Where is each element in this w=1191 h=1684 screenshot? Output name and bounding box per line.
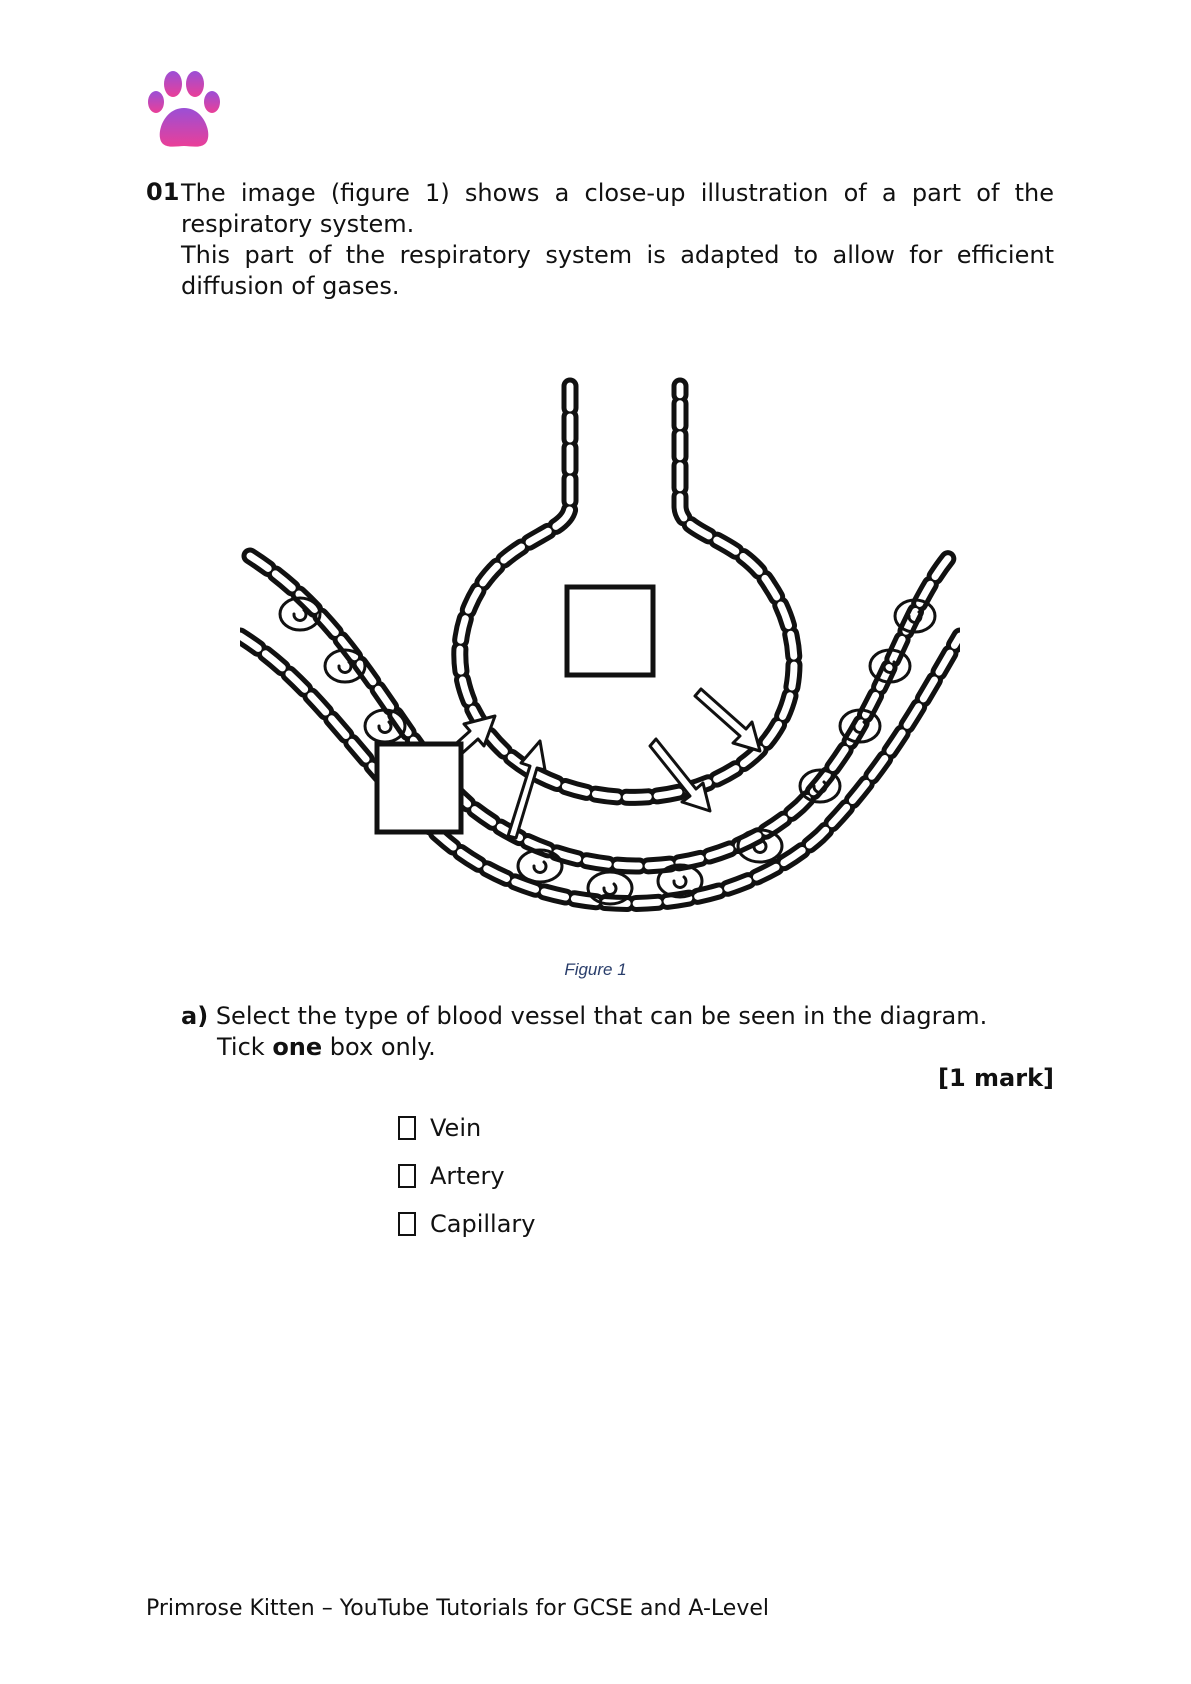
question-number: 01 xyxy=(146,178,180,206)
alveolus-capillary-diagram xyxy=(240,366,960,936)
figure-caption: Figure 1 xyxy=(564,960,627,979)
part-a-instruction xyxy=(217,1032,1054,1063)
paw-print-logo-icon xyxy=(146,70,222,152)
option-label-capillary: Capillary xyxy=(430,1210,536,1238)
option-capillary[interactable] xyxy=(398,1200,535,1248)
label-box-capillary xyxy=(377,744,461,832)
footer-text: Primrose Kitten – YouTube Tutorials for GCSE and A-Level xyxy=(146,1596,769,1621)
part-a-text-line1: Select the type of blood vessel that can be seen in the diagram. xyxy=(215,1002,988,1030)
question-text-line2: This part of the respiratory system is adapted to allow for efficient diffusion of gases. xyxy=(181,241,1054,300)
question-text xyxy=(181,178,1054,302)
instruction-prefix: Tick xyxy=(217,1033,273,1061)
instruction-suffix: box only. xyxy=(322,1033,436,1061)
answer-options xyxy=(398,1104,535,1248)
instruction-bold: one xyxy=(272,1033,323,1061)
question-text-line1: The image (figure 1) shows a close-up illustration of a part of the respiratory system. xyxy=(181,179,1054,238)
option-vein[interactable] xyxy=(398,1104,535,1152)
part-a-label: a) xyxy=(181,1002,209,1030)
checkbox-capillary[interactable] xyxy=(398,1212,416,1236)
option-label-vein: Vein xyxy=(430,1114,482,1142)
checkbox-artery[interactable] xyxy=(398,1164,416,1188)
question-01 xyxy=(146,178,1054,302)
diffusion-arrow-4 xyxy=(695,689,760,751)
option-artery[interactable] xyxy=(398,1152,535,1200)
checkbox-vein[interactable] xyxy=(398,1116,416,1140)
part-a-question xyxy=(181,1001,1054,1063)
option-label-artery: Artery xyxy=(430,1162,505,1190)
label-box-alveolus xyxy=(567,587,653,675)
marks-label: [1 mark] xyxy=(938,1064,1054,1092)
